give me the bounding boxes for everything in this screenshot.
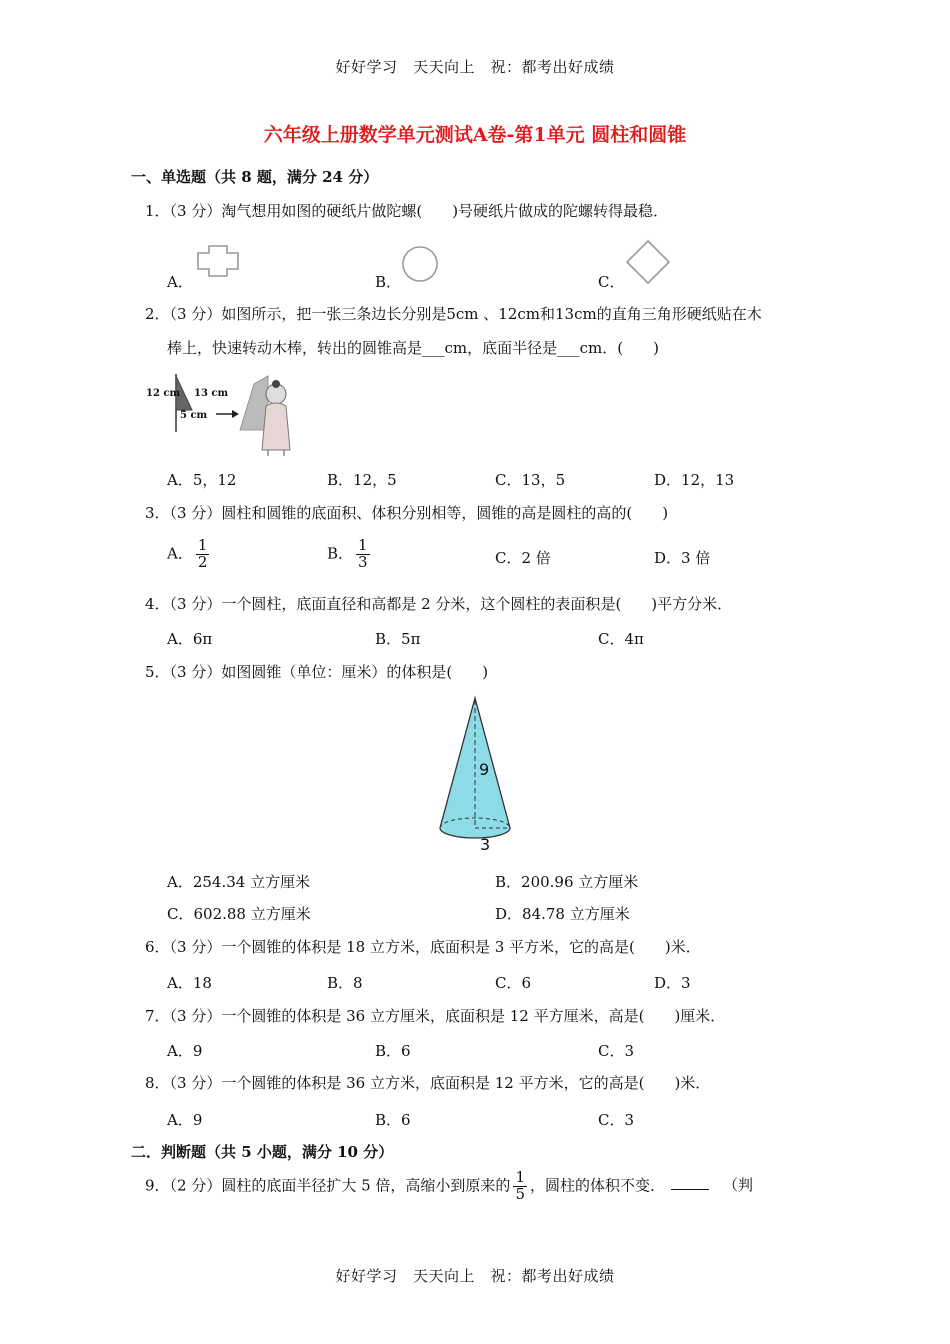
q6-option-a: A．18: [167, 974, 212, 992]
question-8-text: 8．（3 分）一个圆锥的体积是 36 立方米，底面积是 12 平方米，它的高是( )米．: [145, 1074, 711, 1092]
q5-option-d: D．84.78 立方厘米: [495, 905, 630, 923]
q3-option-a: [167, 538, 212, 571]
q3-option-a-numerator: 1: [197, 536, 208, 554]
q5-height-label: 9: [479, 760, 490, 779]
q6-option-c: C．6: [495, 974, 532, 992]
q6-option-d: D．3: [654, 974, 691, 992]
q1-diamond-shape-figure: [624, 238, 672, 286]
q3-option-b: [327, 538, 373, 571]
question-1-text: 1．（3 分）淘气想用如图的硬纸片做陀螺( )号硬纸片做成的陀螺转得最稳．: [145, 202, 669, 220]
q3-option-b-fraction: [356, 538, 370, 571]
q2-fig-label-13cm: 13 cm: [194, 388, 229, 399]
q3-option-a-fraction: [196, 538, 210, 571]
page-header: 好好学习 天天向上 祝：都考出好成绩: [335, 58, 615, 76]
q1-option-a-label: A．: [167, 273, 193, 291]
q8-option-b: B．6: [375, 1111, 411, 1129]
q8-option-c: C．3: [598, 1111, 635, 1129]
q1-circle-shape-figure: [400, 244, 440, 284]
q9-text-before: 9．（2 分）圆柱的底面半径扩大 5 倍，高缩小到原来的: [145, 1176, 511, 1195]
question-2-text-line1: 2．（3 分）如图所示，把一张三条边长分别是5cm 、12cm和13cm的直角三角形硬纸贴在木: [145, 305, 762, 323]
q1-option-b-label: B．: [375, 273, 402, 291]
q2-triangle-cone-figure: [140, 370, 300, 456]
q2-fig-label-5cm: 5 cm: [180, 410, 208, 421]
q5-radius-label: 3: [480, 835, 491, 854]
q5-option-c: C．602.88 立方厘米: [167, 905, 311, 923]
q9-fraction: [513, 1170, 527, 1203]
q9-denominator: 5: [515, 1184, 525, 1203]
q9-tail-text: （判: [723, 1176, 754, 1195]
q1-cross-shape-figure: [194, 243, 242, 279]
q3-option-a-denominator: 2: [197, 552, 208, 571]
q7-option-c: C．3: [598, 1042, 635, 1060]
q6-option-b: B．8: [327, 974, 363, 992]
question-4-text: 4．（3 分）一个圆柱，底面直径和高都是 2 分米，这个圆柱的表面积是( )平方分米．: [145, 595, 733, 613]
q9-numerator: 1: [515, 1168, 525, 1186]
q1-option-c-label: C．: [598, 273, 625, 291]
q2-option-d: D．12，13: [654, 471, 735, 489]
q2-option-c: C．13，5: [495, 471, 566, 489]
question-6-text: 6．（3 分）一个圆锥的体积是 18 立方米，底面积是 3 平方米，它的高是( )米．: [145, 938, 701, 956]
question-2-text-line2: 棒上，快速转动木棒，转出的圆锥高是___cm，底面半径是___cm．( ): [167, 339, 659, 357]
question-7-text: 7．（3 分）一个圆锥的体积是 36 立方厘米，底面积是 12 平方厘米，高是( )厘米．: [145, 1007, 726, 1025]
question-5-text: 5．（3 分）如图圆锥（单位：厘米）的体积是( ): [145, 663, 489, 681]
q5-option-b: B．200.96 立方厘米: [495, 873, 639, 891]
page-title: 六年级上册数学单元测试A卷-第1单元 圆柱和圆锥: [263, 124, 687, 146]
page-footer: 好好学习 天天向上 祝：都考出好成绩: [335, 1267, 615, 1285]
q9-text-after: ，圆柱的体积不变．: [529, 1176, 665, 1195]
q5-cone-figure: [430, 692, 520, 858]
q3-option-c: C．2 倍: [495, 549, 551, 567]
q2-option-a: A．5，12: [167, 471, 237, 489]
q4-option-c: C．4π: [598, 630, 644, 648]
q5-option-a: A．254.34 立方厘米: [167, 873, 311, 891]
q3-option-d: D．3 倍: [654, 549, 711, 567]
q7-option-b: B．6: [375, 1042, 411, 1060]
section-heading: 一、单选题（共 8 题，满分 24 分）: [131, 168, 379, 186]
q3-option-b-numerator: 1: [358, 536, 368, 554]
section-heading: 二．判断题（共 5 小题，满分 10 分）: [131, 1143, 394, 1161]
q9-answer-blank[interactable]: [671, 1175, 709, 1190]
q4-option-b: B．5π: [375, 630, 421, 648]
question-9: [145, 1170, 753, 1203]
q4-option-a: A．6π: [167, 630, 213, 648]
question-3-text: 3．（3 分）圆柱和圆锥的底面积、体积分别相等，圆锥的高是圆柱的高的( ): [145, 504, 669, 522]
q2-fig-label-12cm: 12 cm: [146, 388, 181, 399]
q2-option-b: B．12，5: [327, 471, 397, 489]
q7-option-a: A．9: [167, 1042, 203, 1060]
q3-option-b-denominator: 3: [358, 552, 368, 571]
q3-option-a-prefix: A．: [167, 544, 193, 563]
q3-option-b-prefix: B．: [327, 544, 354, 563]
q8-option-a: A．9: [167, 1111, 203, 1129]
